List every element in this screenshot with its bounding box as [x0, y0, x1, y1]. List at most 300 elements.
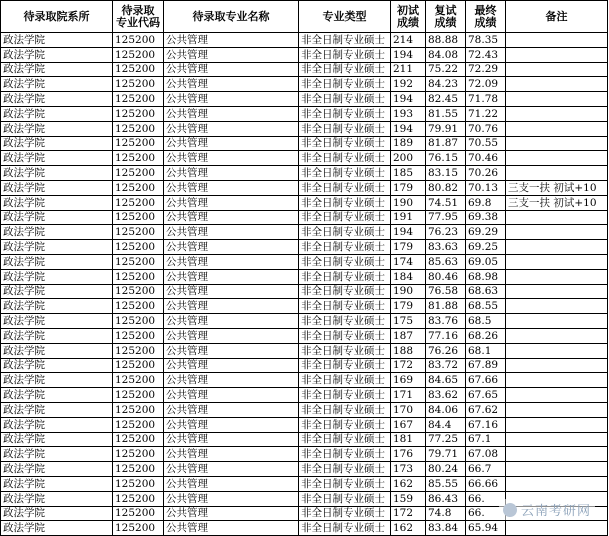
cell-major-type: 非全日制专业硕士 — [299, 521, 391, 536]
cell-major-type: 非全日制专业硕士 — [299, 447, 391, 462]
table-row — [1, 92, 608, 107]
cell-initial-score: 179 — [391, 180, 426, 195]
cell-initial-score: 189 — [391, 136, 426, 151]
cell-initial-score: 211 — [391, 62, 426, 77]
cell-major-name: 公共管理 — [164, 92, 299, 107]
cell-final-score: 68.55 — [466, 299, 506, 314]
cell-final-score: 69.25 — [466, 240, 506, 255]
cell-major-name: 公共管理 — [164, 299, 299, 314]
cell-initial-score: 193 — [391, 106, 426, 121]
cell-initial-score: 188 — [391, 343, 426, 358]
cell-major-type: 非全日制专业硕士 — [299, 92, 391, 107]
cell-department: 政法学院 — [1, 284, 113, 299]
cell-remarks — [506, 121, 608, 136]
table-row — [1, 432, 608, 447]
cell-major-code: 125200 — [113, 521, 164, 536]
cell-retest-score: 86.43 — [426, 491, 466, 506]
cell-retest-score: 85.63 — [426, 254, 466, 269]
cell-remarks — [506, 284, 608, 299]
table-row — [1, 388, 608, 403]
cell-final-score: 67.1 — [466, 432, 506, 447]
cell-major-code: 125200 — [113, 77, 164, 92]
cell-major-type: 非全日制专业硕士 — [299, 402, 391, 417]
table-row — [1, 151, 608, 166]
table-row — [1, 33, 608, 48]
wechat-icon — [503, 503, 517, 517]
cell-remarks — [506, 106, 608, 121]
cell-initial-score: 167 — [391, 417, 426, 432]
cell-major-type: 非全日制专业硕士 — [299, 106, 391, 121]
cell-retest-score: 83.62 — [426, 388, 466, 403]
cell-major-code: 125200 — [113, 299, 164, 314]
cell-department: 政法学院 — [1, 92, 113, 107]
header-major-code: 待录取 专业代码 — [113, 1, 164, 33]
table-row — [1, 106, 608, 121]
cell-major-code: 125200 — [113, 269, 164, 284]
cell-major-name: 公共管理 — [164, 180, 299, 195]
cell-department: 政法学院 — [1, 136, 113, 151]
table-row — [1, 195, 608, 210]
cell-department: 政法学院 — [1, 299, 113, 314]
cell-major-name: 公共管理 — [164, 151, 299, 166]
cell-major-code: 125200 — [113, 491, 164, 506]
table-row — [1, 476, 608, 491]
cell-retest-score: 80.82 — [426, 180, 466, 195]
cell-major-code: 125200 — [113, 343, 164, 358]
cell-department: 政法学院 — [1, 151, 113, 166]
cell-initial-score: 179 — [391, 299, 426, 314]
cell-major-type: 非全日制专业硕士 — [299, 210, 391, 225]
cell-final-score: 70.76 — [466, 121, 506, 136]
cell-major-code: 125200 — [113, 402, 164, 417]
cell-major-name: 公共管理 — [164, 491, 299, 506]
cell-major-code: 125200 — [113, 388, 164, 403]
cell-major-type: 非全日制专业硕士 — [299, 225, 391, 240]
cell-remarks — [506, 373, 608, 388]
cell-retest-score: 76.26 — [426, 343, 466, 358]
cell-initial-score: 159 — [391, 491, 426, 506]
cell-final-score: 78.35 — [466, 33, 506, 48]
cell-major-type: 非全日制专业硕士 — [299, 136, 391, 151]
cell-final-score: 67.08 — [466, 447, 506, 462]
cell-major-code: 125200 — [113, 358, 164, 373]
cell-initial-score: 191 — [391, 210, 426, 225]
cell-department: 政法学院 — [1, 210, 113, 225]
cell-remarks — [506, 343, 608, 358]
cell-remarks — [506, 358, 608, 373]
cell-retest-score: 83.63 — [426, 240, 466, 255]
cell-initial-score: 162 — [391, 476, 426, 491]
cell-major-name: 公共管理 — [164, 47, 299, 62]
cell-major-type: 非全日制专业硕士 — [299, 491, 391, 506]
cell-final-score: 68.1 — [466, 343, 506, 358]
cell-retest-score: 79.91 — [426, 121, 466, 136]
cell-department: 政法学院 — [1, 343, 113, 358]
cell-final-score: 70.26 — [466, 166, 506, 181]
cell-department: 政法学院 — [1, 106, 113, 121]
cell-department: 政法学院 — [1, 373, 113, 388]
table-row — [1, 210, 608, 225]
cell-final-score: 68.5 — [466, 314, 506, 329]
cell-major-name: 公共管理 — [164, 328, 299, 343]
cell-major-type: 非全日制专业硕士 — [299, 121, 391, 136]
cell-retest-score: 77.25 — [426, 432, 466, 447]
header-final-score: 最终 成绩 — [466, 1, 506, 33]
cell-retest-score: 84.08 — [426, 47, 466, 62]
table-row — [1, 462, 608, 477]
cell-remarks — [506, 432, 608, 447]
cell-major-name: 公共管理 — [164, 269, 299, 284]
cell-retest-score: 83.76 — [426, 314, 466, 329]
cell-major-code: 125200 — [113, 106, 164, 121]
header-retest-score: 复试 成绩 — [426, 1, 466, 33]
table-row — [1, 358, 608, 373]
cell-department: 政法学院 — [1, 491, 113, 506]
table-row — [1, 343, 608, 358]
cell-department: 政法学院 — [1, 388, 113, 403]
cell-major-code: 125200 — [113, 225, 164, 240]
cell-major-name: 公共管理 — [164, 62, 299, 77]
cell-remarks — [506, 77, 608, 92]
cell-final-score: 71.78 — [466, 92, 506, 107]
watermark — [499, 499, 595, 520]
cell-initial-score: 169 — [391, 373, 426, 388]
cell-final-score: 66.66 — [466, 476, 506, 491]
cell-major-type: 非全日制专业硕士 — [299, 506, 391, 521]
cell-major-name: 公共管理 — [164, 343, 299, 358]
header-department: 待录取院系所 — [1, 1, 113, 33]
cell-final-score: 66. — [466, 491, 506, 506]
cell-final-score: 70.46 — [466, 151, 506, 166]
cell-department: 政法学院 — [1, 328, 113, 343]
cell-major-name: 公共管理 — [164, 417, 299, 432]
cell-retest-score: 83.84 — [426, 521, 466, 536]
cell-major-code: 125200 — [113, 314, 164, 329]
cell-major-type: 非全日制专业硕士 — [299, 269, 391, 284]
cell-retest-score: 81.87 — [426, 136, 466, 151]
cell-major-name: 公共管理 — [164, 136, 299, 151]
cell-remarks — [506, 210, 608, 225]
header-remarks: 备注 — [506, 1, 608, 33]
cell-remarks — [506, 269, 608, 284]
table-row — [1, 521, 608, 536]
cell-major-code: 125200 — [113, 33, 164, 48]
cell-final-score: 70.55 — [466, 136, 506, 151]
cell-department: 政法学院 — [1, 240, 113, 255]
table-row — [1, 284, 608, 299]
cell-major-name: 公共管理 — [164, 210, 299, 225]
cell-department: 政法学院 — [1, 121, 113, 136]
cell-remarks — [506, 402, 608, 417]
cell-retest-score: 85.55 — [426, 476, 466, 491]
cell-major-code: 125200 — [113, 180, 164, 195]
cell-major-code: 125200 — [113, 195, 164, 210]
cell-department: 政法学院 — [1, 33, 113, 48]
cell-final-score: 69.8 — [466, 195, 506, 210]
cell-major-code: 125200 — [113, 254, 164, 269]
cell-department: 政法学院 — [1, 269, 113, 284]
cell-major-name: 公共管理 — [164, 358, 299, 373]
cell-major-code: 125200 — [113, 92, 164, 107]
cell-initial-score: 170 — [391, 402, 426, 417]
cell-major-code: 125200 — [113, 432, 164, 447]
cell-remarks — [506, 388, 608, 403]
table-row — [1, 299, 608, 314]
cell-initial-score: 179 — [391, 240, 426, 255]
cell-retest-score: 80.46 — [426, 269, 466, 284]
cell-retest-score: 84.65 — [426, 373, 466, 388]
cell-final-score: 67.16 — [466, 417, 506, 432]
table-row — [1, 136, 608, 151]
cell-retest-score: 74.51 — [426, 195, 466, 210]
cell-major-type: 非全日制专业硕士 — [299, 343, 391, 358]
table-row — [1, 240, 608, 255]
cell-initial-score: 194 — [391, 92, 426, 107]
cell-initial-score: 190 — [391, 195, 426, 210]
table-row — [1, 77, 608, 92]
cell-remarks — [506, 447, 608, 462]
table-row — [1, 254, 608, 269]
cell-remarks — [506, 136, 608, 151]
cell-major-code: 125200 — [113, 240, 164, 255]
table-row — [1, 269, 608, 284]
cell-department: 政法学院 — [1, 166, 113, 181]
cell-major-name: 公共管理 — [164, 314, 299, 329]
cell-remarks: 三支一扶 初试+10 — [506, 180, 608, 195]
table-row — [1, 402, 608, 417]
cell-major-type: 非全日制专业硕士 — [299, 195, 391, 210]
cell-final-score: 67.62 — [466, 402, 506, 417]
cell-retest-score: 84.06 — [426, 402, 466, 417]
header-major-name: 待录取专业名称 — [164, 1, 299, 33]
cell-remarks — [506, 476, 608, 491]
cell-final-score: 72.29 — [466, 62, 506, 77]
cell-major-type: 非全日制专业硕士 — [299, 33, 391, 48]
cell-department: 政法学院 — [1, 47, 113, 62]
cell-department: 政法学院 — [1, 195, 113, 210]
cell-department: 政法学院 — [1, 432, 113, 447]
cell-final-score: 71.22 — [466, 106, 506, 121]
cell-major-code: 125200 — [113, 373, 164, 388]
cell-major-name: 公共管理 — [164, 432, 299, 447]
cell-final-score: 67.66 — [466, 373, 506, 388]
cell-remarks — [506, 47, 608, 62]
table-row — [1, 328, 608, 343]
cell-retest-score: 75.22 — [426, 62, 466, 77]
cell-department: 政法学院 — [1, 447, 113, 462]
cell-retest-score: 84.4 — [426, 417, 466, 432]
cell-final-score: 69.05 — [466, 254, 506, 269]
cell-retest-score: 83.72 — [426, 358, 466, 373]
cell-remarks — [506, 314, 608, 329]
cell-major-code: 125200 — [113, 476, 164, 491]
cell-major-name: 公共管理 — [164, 240, 299, 255]
cell-retest-score: 82.45 — [426, 92, 466, 107]
cell-major-type: 非全日制专业硕士 — [299, 432, 391, 447]
table-header — [1, 1, 608, 33]
cell-major-type: 非全日制专业硕士 — [299, 240, 391, 255]
cell-final-score: 67.65 — [466, 388, 506, 403]
cell-final-score: 70.13 — [466, 180, 506, 195]
cell-remarks — [506, 62, 608, 77]
cell-initial-score: 194 — [391, 47, 426, 62]
cell-major-code: 125200 — [113, 462, 164, 477]
cell-major-name: 公共管理 — [164, 166, 299, 181]
cell-major-type: 非全日制专业硕士 — [299, 77, 391, 92]
cell-major-code: 125200 — [113, 121, 164, 136]
cell-major-name: 公共管理 — [164, 462, 299, 477]
cell-department: 政法学院 — [1, 417, 113, 432]
cell-major-code: 125200 — [113, 506, 164, 521]
cell-initial-score: 172 — [391, 506, 426, 521]
cell-final-score: 67.89 — [466, 358, 506, 373]
cell-department: 政法学院 — [1, 77, 113, 92]
cell-retest-score: 81.55 — [426, 106, 466, 121]
cell-major-code: 125200 — [113, 47, 164, 62]
cell-major-code: 125200 — [113, 62, 164, 77]
cell-department: 政法学院 — [1, 506, 113, 521]
cell-department: 政法学院 — [1, 225, 113, 240]
cell-major-code: 125200 — [113, 166, 164, 181]
cell-major-name: 公共管理 — [164, 373, 299, 388]
cell-major-type: 非全日制专业硕士 — [299, 151, 391, 166]
cell-major-type: 非全日制专业硕士 — [299, 417, 391, 432]
cell-major-name: 公共管理 — [164, 33, 299, 48]
cell-department: 政法学院 — [1, 314, 113, 329]
cell-major-type: 非全日制专业硕士 — [299, 62, 391, 77]
table-row — [1, 47, 608, 62]
header-row — [1, 1, 608, 33]
cell-initial-score: 194 — [391, 225, 426, 240]
table-row — [1, 447, 608, 462]
cell-major-type: 非全日制专业硕士 — [299, 166, 391, 181]
cell-department: 政法学院 — [1, 62, 113, 77]
cell-major-code: 125200 — [113, 447, 164, 462]
cell-remarks — [506, 521, 608, 536]
cell-department: 政法学院 — [1, 476, 113, 491]
cell-major-type: 非全日制专业硕士 — [299, 314, 391, 329]
cell-initial-score: 176 — [391, 447, 426, 462]
cell-department: 政法学院 — [1, 180, 113, 195]
cell-major-type: 非全日制专业硕士 — [299, 358, 391, 373]
cell-major-name: 公共管理 — [164, 388, 299, 403]
cell-initial-score: 192 — [391, 77, 426, 92]
cell-major-type: 非全日制专业硕士 — [299, 328, 391, 343]
cell-major-name: 公共管理 — [164, 195, 299, 210]
cell-initial-score: 171 — [391, 388, 426, 403]
header-major-type: 专业类型 — [299, 1, 391, 33]
cell-final-score: 66. — [466, 506, 506, 521]
cell-remarks — [506, 240, 608, 255]
cell-remarks: 三支一扶 初试+10 — [506, 195, 608, 210]
cell-major-name: 公共管理 — [164, 506, 299, 521]
cell-initial-score: 190 — [391, 284, 426, 299]
cell-initial-score: 162 — [391, 521, 426, 536]
cell-final-score: 68.63 — [466, 284, 506, 299]
cell-department: 政法学院 — [1, 462, 113, 477]
cell-remarks — [506, 299, 608, 314]
cell-department: 政法学院 — [1, 254, 113, 269]
table-row — [1, 166, 608, 181]
cell-initial-score: 185 — [391, 166, 426, 181]
table-row — [1, 62, 608, 77]
cell-retest-score: 76.58 — [426, 284, 466, 299]
cell-final-score: 68.26 — [466, 328, 506, 343]
cell-major-name: 公共管理 — [164, 225, 299, 240]
cell-remarks — [506, 254, 608, 269]
cell-final-score: 66.7 — [466, 462, 506, 477]
cell-major-type: 非全日制专业硕士 — [299, 388, 391, 403]
cell-major-name: 公共管理 — [164, 254, 299, 269]
cell-initial-score: 181 — [391, 432, 426, 447]
cell-initial-score: 184 — [391, 269, 426, 284]
cell-retest-score: 76.23 — [426, 225, 466, 240]
cell-major-code: 125200 — [113, 210, 164, 225]
cell-department: 政法学院 — [1, 521, 113, 536]
cell-major-type: 非全日制专业硕士 — [299, 299, 391, 314]
cell-department: 政法学院 — [1, 402, 113, 417]
cell-major-code: 125200 — [113, 151, 164, 166]
table-row — [1, 180, 608, 195]
cell-major-name: 公共管理 — [164, 77, 299, 92]
cell-initial-score: 200 — [391, 151, 426, 166]
cell-remarks — [506, 417, 608, 432]
cell-major-type: 非全日制专业硕士 — [299, 47, 391, 62]
table-row — [1, 314, 608, 329]
cell-final-score: 68.98 — [466, 269, 506, 284]
cell-remarks — [506, 33, 608, 48]
cell-department: 政法学院 — [1, 358, 113, 373]
table-row — [1, 417, 608, 432]
cell-major-type: 非全日制专业硕士 — [299, 476, 391, 491]
cell-retest-score: 77.16 — [426, 328, 466, 343]
cell-initial-score: 214 — [391, 33, 426, 48]
cell-initial-score: 172 — [391, 358, 426, 373]
cell-retest-score: 79.71 — [426, 447, 466, 462]
cell-remarks — [506, 166, 608, 181]
cell-remarks — [506, 225, 608, 240]
cell-major-type: 非全日制专业硕士 — [299, 180, 391, 195]
cell-initial-score: 175 — [391, 314, 426, 329]
cell-remarks — [506, 462, 608, 477]
cell-retest-score: 77.95 — [426, 210, 466, 225]
cell-major-type: 非全日制专业硕士 — [299, 254, 391, 269]
table-row — [1, 225, 608, 240]
cell-major-type: 非全日制专业硕士 — [299, 284, 391, 299]
cell-remarks — [506, 92, 608, 107]
table-body — [1, 33, 608, 536]
cell-major-code: 125200 — [113, 284, 164, 299]
cell-retest-score: 88.88 — [426, 33, 466, 48]
cell-major-type: 非全日制专业硕士 — [299, 373, 391, 388]
cell-major-name: 公共管理 — [164, 447, 299, 462]
cell-major-code: 125200 — [113, 328, 164, 343]
cell-major-code: 125200 — [113, 417, 164, 432]
cell-retest-score: 83.15 — [426, 166, 466, 181]
cell-major-code: 125200 — [113, 136, 164, 151]
cell-final-score: 69.38 — [466, 210, 506, 225]
cell-retest-score: 74.8 — [426, 506, 466, 521]
cell-major-name: 公共管理 — [164, 121, 299, 136]
cell-retest-score: 80.24 — [426, 462, 466, 477]
cell-final-score: 72.43 — [466, 47, 506, 62]
cell-initial-score: 187 — [391, 328, 426, 343]
cell-retest-score: 84.23 — [426, 77, 466, 92]
cell-major-name: 公共管理 — [164, 521, 299, 536]
cell-final-score: 69.29 — [466, 225, 506, 240]
cell-major-name: 公共管理 — [164, 284, 299, 299]
cell-initial-score: 173 — [391, 462, 426, 477]
